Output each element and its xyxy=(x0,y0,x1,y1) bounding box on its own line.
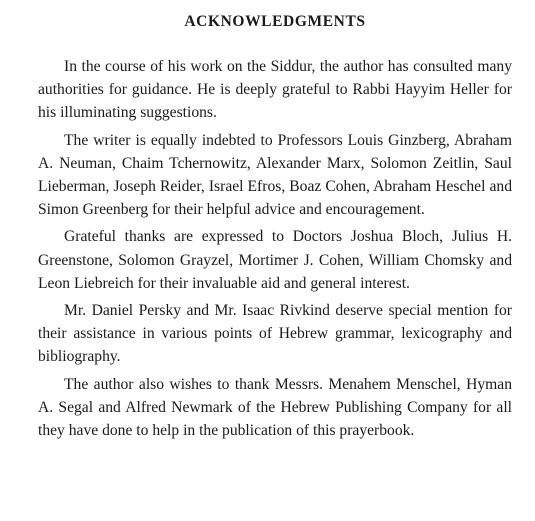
acknowledgments-page xyxy=(38,12,512,446)
paragraph-professors: The writer is equally indebted to Professors Louis Ginzberg, Abraham A. Neuman, Chaim Tchernowitz, Alexander Marx, Solomon Zeitlin, Saul Lieberman, Joseph Reider, Israel Efros, Boaz Cohen, Abraham Heschel and Simon Greenberg for their helpful advice and encouragement. xyxy=(38,131,512,219)
page-title: ACKNOWLEDGMENTS xyxy=(184,13,366,30)
paragraph-publishing: The author also wishes to thank Messrs. Menahem Menschel, Hyman A. Segal and Alfred Newmark of the Hebrew Publishing Company for all they have done to help in the publication of this prayerbook. xyxy=(38,375,512,440)
paragraph-doctors: Grateful thanks are expressed to Doctors Joshua Bloch, Julius H. Greenstone, Solomon Grayzel, Mortimer J. Cohen, William Chomsky and Leon Liebreich for their invaluable aid and general interest. xyxy=(38,228,512,292)
paragraph-hebrew-grammar: Mr. Daniel Persky and Mr. Isaac Rivkind deserve special mention for their assistance in various points of Hebrew grammar, lexicography and bibliography. xyxy=(38,302,512,366)
paragraph-siddur-guidance: In the course of his work on the Siddur, the author has consulted many authorities for guidance. He is deeply grateful to Rabbi Hayyim Heller for his illuminating suggestions. xyxy=(38,58,512,122)
